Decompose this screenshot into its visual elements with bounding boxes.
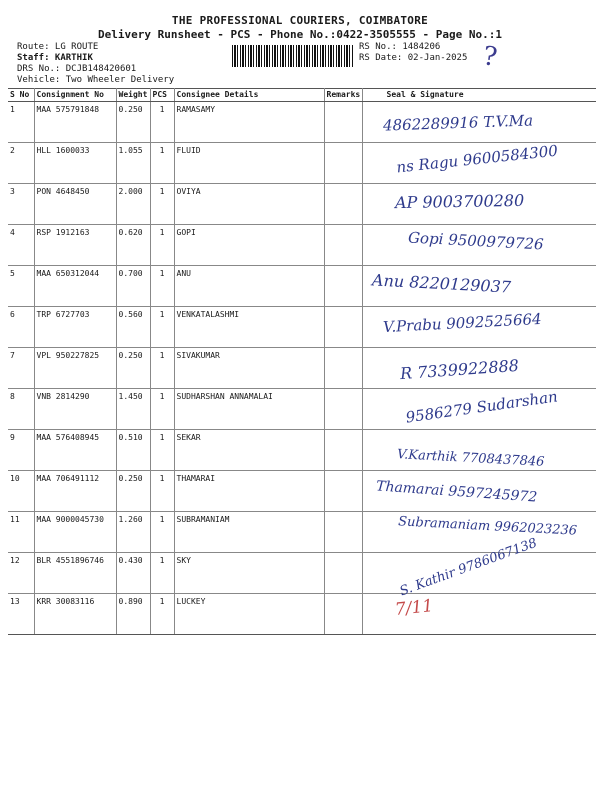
drs-number: DRS No.: DCJB148420601 [17,64,137,74]
weight-cell: 1.260 [116,512,150,553]
sno-cell: 2 [8,143,34,184]
col-pcs: PCS [150,89,174,102]
sno-cell: 6 [8,307,34,348]
pcs-cell: 1 [150,143,174,184]
pcs-cell: 1 [150,102,174,143]
table-header-row [8,89,596,102]
staff-label: Staff: KARTHIK [17,53,93,63]
sno-cell: 5 [8,266,34,307]
remarks-cell [324,471,362,512]
pcs-cell: 1 [150,348,174,389]
signature-10: Thamarai 9597245972 [375,478,538,506]
remarks-cell [324,102,362,143]
signature-1: 4862289916 T.V.Ma [382,111,534,135]
consignee-cell: ANU [174,266,324,307]
consignee-cell: FLUID [174,143,324,184]
remarks-cell [324,594,362,635]
remarks-cell [324,266,362,307]
sno-cell: 7 [8,348,34,389]
col-sno: S No [8,89,34,102]
remarks-cell [324,307,362,348]
signature-8: 9586279 Sudarshan [404,387,559,427]
pcs-cell: 1 [150,307,174,348]
consignment-cell: MAA 9000045730 [34,512,116,553]
consignee-cell: SKY [174,553,324,594]
pcs-cell: 1 [150,430,174,471]
route-label: Route: LG ROUTE [17,42,99,52]
signature-7: R 7339922888 [399,355,520,384]
signature-5: Anu 8220129037 [371,270,512,297]
col-weight: Weight [116,89,150,102]
weight-cell: 0.700 [116,266,150,307]
remarks-cell [324,225,362,266]
consignment-cell: MAA 650312044 [34,266,116,307]
remarks-cell [324,389,362,430]
weight-cell: 0.250 [116,102,150,143]
weight-cell: 2.000 [116,184,150,225]
pcs-cell: 1 [150,266,174,307]
remarks-cell [324,553,362,594]
col-remarks: Remarks [324,89,362,102]
consignee-cell: THAMARAI [174,471,324,512]
pcs-cell: 1 [150,389,174,430]
signature-11: Subramaniam 9962023236 [397,514,578,539]
consignment-cell: VNB 2814290 [34,389,116,430]
signature-4: Gopi 9500979726 [407,228,545,254]
col-signature: Seal & Signature [362,89,596,102]
col-consignment: Consignment No [34,89,116,102]
sno-cell: 8 [8,389,34,430]
consignment-cell: VPL 950227825 [34,348,116,389]
signature-13: 7/11 [394,596,435,620]
company-title: THE PROFESSIONAL COURIERS, COIMBATORE [171,14,429,27]
consignment-cell: MAA 706491112 [34,471,116,512]
weight-cell: 0.250 [116,471,150,512]
consignment-cell: MAA 575791848 [34,102,116,143]
remarks-cell [324,143,362,184]
consignee-cell: OVIYA [174,184,324,225]
weight-cell: 1.450 [116,389,150,430]
weight-cell: 0.560 [116,307,150,348]
weight-cell: 0.620 [116,225,150,266]
consignment-cell: MAA 576408945 [34,430,116,471]
rs-date: RS Date: 02-Jan-2025 [359,53,468,63]
sno-cell: 3 [8,184,34,225]
remarks-cell [324,512,362,553]
consignee-cell: SUBRAMANIAM [174,512,324,553]
remarks-cell [324,430,362,471]
pcs-cell: 1 [150,553,174,594]
runsheet-subtitle: Delivery Runsheet - PCS - Phone No.:0422-3505555 - Page No.:1 [98,28,502,41]
handwritten-question-mark: ? [480,41,499,73]
signature-9: V.Karthik 7708437846 [396,447,545,470]
signature-6: V.Prabu 9092525664 [382,309,543,337]
vehicle-label: Vehicle: Two Wheeler Delivery [17,75,175,85]
remarks-cell [324,184,362,225]
consignment-cell: TRP 6727703 [34,307,116,348]
pcs-cell: 1 [150,512,174,553]
sno-cell: 12 [8,553,34,594]
rs-number: RS No.: 1484206 [359,42,441,52]
pcs-cell: 1 [150,594,174,635]
consignment-cell: HLL 1600033 [34,143,116,184]
weight-cell: 0.890 [116,594,150,635]
signature-12: S. Kathir 9786067138 [397,535,540,600]
consignee-cell: VENKATALASHMI [174,307,324,348]
remarks-cell [324,348,362,389]
weight-cell: 0.510 [116,430,150,471]
sno-cell: 9 [8,430,34,471]
consignee-cell: SUDHARSHAN ANNAMALAI [174,389,324,430]
weight-cell: 0.430 [116,553,150,594]
sno-cell: 13 [8,594,34,635]
sno-cell: 4 [8,225,34,266]
pcs-cell: 1 [150,184,174,225]
consignment-cell: PON 4648450 [34,184,116,225]
sno-cell: 10 [8,471,34,512]
table-row [8,594,596,635]
consignee-cell: LUCKEY [174,594,324,635]
consignee-cell: GOPI [174,225,324,266]
consignee-cell: SEKAR [174,430,324,471]
weight-cell: 1.055 [116,143,150,184]
consignment-cell: BLR 4551896746 [34,553,116,594]
consignment-cell: KRR 30083116 [34,594,116,635]
consignment-cell: RSP 1912163 [34,225,116,266]
consignee-cell: SIVAKUMAR [174,348,324,389]
pcs-cell: 1 [150,471,174,512]
sno-cell: 11 [8,512,34,553]
sno-cell: 1 [8,102,34,143]
barcode [232,45,354,67]
pcs-cell: 1 [150,225,174,266]
weight-cell: 0.250 [116,348,150,389]
col-consignee: Consignee Details [174,89,324,102]
signature-2: ns Ragu 9600584300 [395,141,559,177]
signature-3: AP 9003700280 [394,190,525,213]
consignee-cell: RAMASAMY [174,102,324,143]
